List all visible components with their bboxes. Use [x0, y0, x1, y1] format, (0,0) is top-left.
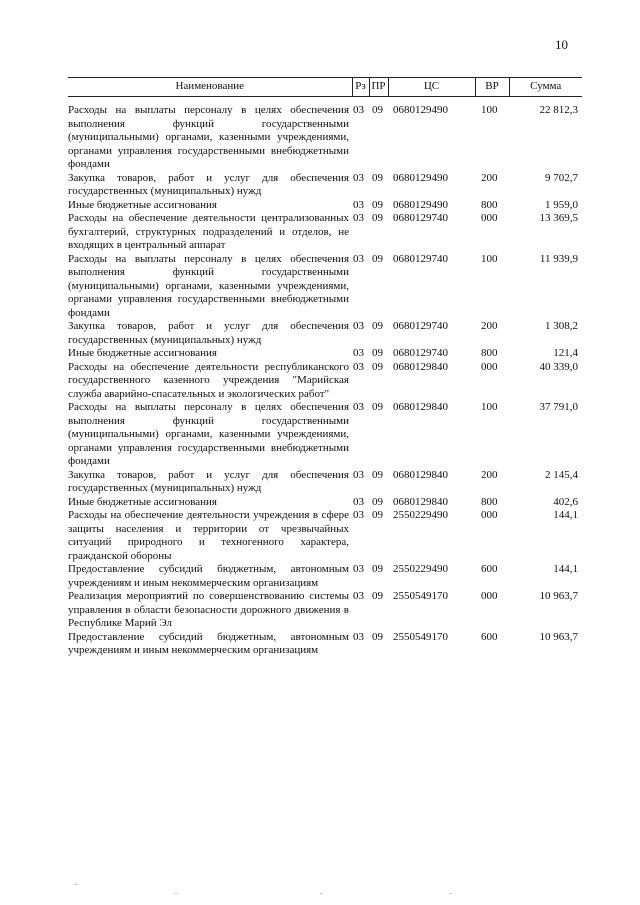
row-name: Расходы на выплаты персоналу в целях обеспечения выполнения функций государственными (муниципальными) органами, казенными учреждениями, органами управления государственными внебюджетными фондами [68, 401, 349, 467]
row-name: Иные бюджетные ассигнования [68, 347, 217, 359]
table-row [68, 563, 582, 590]
table-row [68, 496, 582, 510]
row-rz: 03 [353, 198, 364, 211]
budget-table-container [68, 77, 582, 658]
row-cs: 0680129490 [393, 198, 448, 211]
row-sum: 1 308,2 [545, 320, 578, 332]
row-name: Закупка товаров, работ и услуг для обеспечения государственных (муниципальных) нужд [68, 171, 349, 197]
row-name: Расходы на обеспечение деятельности централизованных бухгалтерий, структурных подразделений и отделов, не входящих в центральный аппарат [68, 212, 349, 251]
table-row [68, 469, 582, 496]
row-sum: 10 963,7 [539, 630, 578, 643]
row-sum: 13 369,5 [539, 212, 578, 224]
row-sum: 144,1 [553, 509, 578, 521]
row-name: Иные бюджетные ассигнования [68, 198, 217, 211]
row-cs: 2550229490 [393, 509, 448, 521]
scan-speck [175, 893, 177, 894]
row-vr: 100 [481, 252, 498, 265]
scan-speck [450, 893, 452, 894]
row-rz: 03 [353, 563, 364, 575]
row-rz: 03 [353, 347, 364, 359]
row-rz: 03 [353, 590, 364, 602]
row-cs: 2550549170 [393, 590, 448, 602]
row-sum: 1 959,0 [545, 198, 578, 211]
table-row [68, 253, 582, 321]
header-cs: ЦС [388, 78, 475, 97]
row-name: Расходы на обеспечение деятельности республиканского государственного казенного учреждения "Марийская служба аварийно-спасательных и экологических работ" [68, 360, 349, 400]
table-header [68, 78, 582, 97]
row-name: Предоставление субсидий бюджетным, автономным учреждениям и иным некоммерческим организациям [68, 630, 349, 656]
row-sum: 121,4 [553, 347, 578, 359]
row-name: Реализация мероприятий по совершенствованию системы управления в области безопасности дорожного движения в Республике Марий Эл [68, 590, 349, 629]
row-rz: 03 [353, 171, 364, 184]
row-rz: 03 [353, 360, 364, 373]
row-rz: 03 [353, 212, 364, 224]
row-rz: 03 [353, 252, 364, 265]
row-name: Закупка товаров, работ и услуг для обеспечения государственных (муниципальных) нужд [68, 320, 349, 346]
row-sum: 22 812,3 [539, 104, 578, 116]
table-row [68, 97, 582, 172]
row-vr: 000 [481, 509, 498, 521]
row-vr: 200 [481, 171, 498, 184]
row-pr: 09 [372, 347, 383, 359]
row-name: Предоставление субсидий бюджетным, автономным учреждениям и иным некоммерческим организациям [68, 563, 349, 589]
row-vr: 000 [481, 360, 498, 373]
row-name: Расходы на выплаты персоналу в целях обеспечения выполнения функций государственными (муниципальными) органами, казенными учреждениями, органами управления государственными внебюджетными фондами [68, 252, 349, 319]
row-vr: 800 [481, 347, 498, 359]
row-cs: 0680129490 [393, 171, 448, 184]
table-row [68, 401, 582, 469]
row-vr: 000 [481, 212, 498, 224]
header-name: Наименование [68, 78, 352, 97]
table-row [68, 347, 582, 361]
table-body [68, 97, 582, 658]
row-sum: 402,6 [553, 495, 578, 508]
row-pr: 09 [372, 252, 383, 265]
row-cs: 0680129740 [393, 212, 448, 224]
header-row [68, 78, 582, 97]
row-rz: 03 [353, 630, 364, 643]
scan-speck [320, 893, 322, 894]
row-rz: 03 [353, 509, 364, 521]
header-vr: ВР [475, 78, 509, 97]
table-row [68, 509, 582, 563]
row-name: Закупка товаров, работ и услуг для обеспечения государственных (муниципальных) нужд [68, 468, 349, 494]
budget-table [68, 77, 582, 658]
row-pr: 09 [372, 360, 383, 373]
row-pr: 09 [372, 590, 383, 602]
row-rz: 03 [353, 104, 364, 116]
table-row [68, 320, 582, 347]
row-sum: 10 963,7 [539, 590, 578, 602]
row-cs: 0680129840 [393, 360, 448, 373]
row-vr: 600 [481, 563, 498, 575]
row-cs: 0680129840 [393, 468, 448, 481]
row-pr: 09 [372, 630, 383, 643]
row-rz: 03 [353, 320, 364, 332]
row-name: Иные бюджетные ассигнования [68, 495, 217, 508]
table-row [68, 590, 582, 631]
header-sum: Сумма [509, 78, 582, 97]
row-rz: 03 [353, 401, 364, 413]
row-cs: 0680129490 [393, 104, 448, 116]
row-pr: 09 [372, 495, 383, 508]
table-row [68, 361, 582, 402]
row-sum: 144,1 [553, 563, 578, 575]
row-cs: 0680129840 [393, 495, 448, 508]
row-cs: 0680129740 [393, 347, 448, 359]
row-cs: 0680129740 [393, 252, 448, 265]
row-vr: 000 [481, 590, 498, 602]
row-sum: 9 702,7 [545, 171, 578, 184]
row-pr: 09 [372, 468, 383, 481]
header-rz: Рз [352, 78, 369, 97]
row-pr: 09 [372, 212, 383, 224]
row-sum: 11 939,9 [539, 252, 578, 265]
table-row [68, 631, 582, 658]
row-pr: 09 [372, 563, 383, 575]
row-pr: 09 [372, 104, 383, 116]
scan-speck [75, 884, 77, 885]
page-number: 10 [555, 37, 568, 52]
row-sum: 2 145,4 [545, 468, 578, 481]
row-vr: 100 [481, 401, 498, 413]
header-pr: ПР [369, 78, 388, 97]
row-cs: 0680129740 [393, 320, 448, 332]
row-vr: 800 [481, 495, 498, 508]
row-cs: 2550229490 [393, 563, 448, 575]
row-pr: 09 [372, 198, 383, 211]
row-vr: 200 [481, 320, 498, 332]
table-row [68, 199, 582, 213]
row-sum: 40 339,0 [539, 360, 578, 373]
row-rz: 03 [353, 495, 364, 508]
row-vr: 600 [481, 630, 498, 643]
row-rz: 03 [353, 468, 364, 481]
table-row [68, 212, 582, 253]
row-pr: 09 [372, 509, 383, 521]
row-pr: 09 [372, 401, 383, 413]
row-cs: 2550549170 [393, 630, 448, 643]
row-name: Расходы на обеспечение деятельности учреждения в сфере защиты населения и территории от чрезвычайных ситуаций природного и техногенного характера, гражданской обороны [68, 509, 349, 562]
row-sum: 37 791,0 [539, 401, 578, 413]
row-pr: 09 [372, 171, 383, 184]
row-cs: 0680129840 [393, 401, 448, 413]
row-vr: 100 [481, 104, 498, 116]
table-row [68, 172, 582, 199]
row-pr: 09 [372, 320, 383, 332]
row-vr: 200 [481, 468, 498, 481]
row-vr: 800 [481, 198, 498, 211]
row-name: Расходы на выплаты персоналу в целях обеспечения выполнения функций государственными (муниципальными) органами, казенными учреждениями, органами управления государственными внебюджетными фондами [68, 104, 349, 170]
